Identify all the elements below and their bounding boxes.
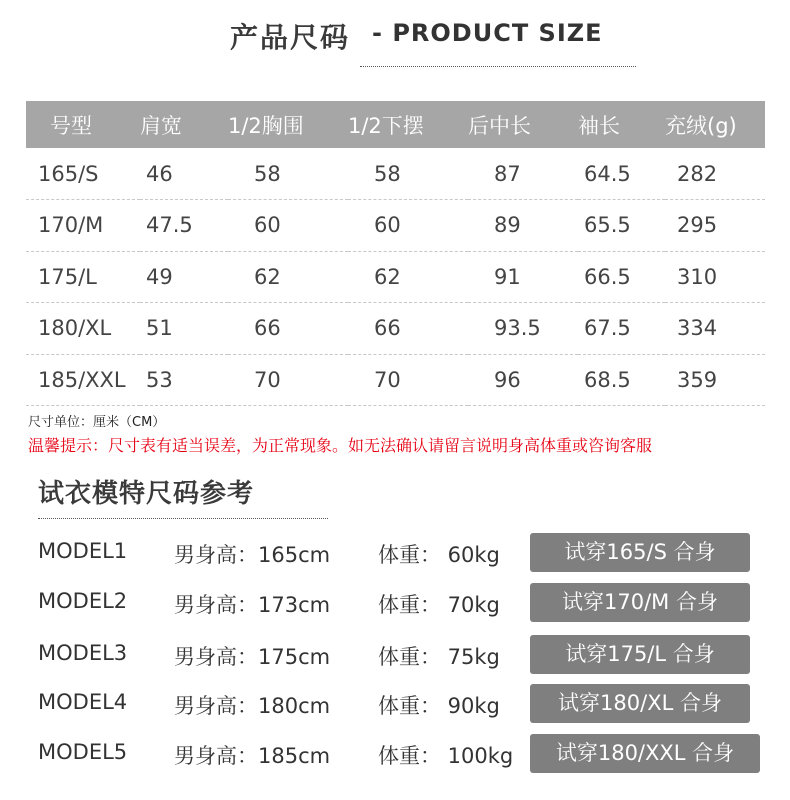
table-cell: 70: [348, 354, 468, 406]
table-cell: 89: [468, 200, 578, 252]
model-height: 男身高：165cm: [174, 543, 331, 567]
model-height: 男身高：173cm: [174, 593, 331, 617]
table-cell: 359: [665, 354, 765, 406]
model-row: [0, 635, 790, 675]
table-row: [26, 251, 765, 303]
model-height: 男身高：175cm: [174, 645, 331, 669]
table-cell: 60: [348, 200, 468, 252]
table-cell: 68.5: [578, 354, 665, 406]
column-header: 1/2胸围: [228, 101, 348, 148]
table-cell: 47.5: [140, 200, 228, 252]
model-section-title: 试衣模特尺码参考: [38, 479, 255, 509]
page-header: [0, 14, 790, 58]
table-cell: 310: [665, 251, 765, 303]
warning-note: 温馨提示：尺寸表有适当误差，为正常现象。如无法确认请留言说明身高体重或咨询客服: [28, 436, 653, 455]
model-weight: 体重： 90kg: [378, 694, 500, 718]
table-header-row: [26, 101, 765, 148]
model-height: 男身高：185cm: [174, 744, 331, 768]
model-weight: 体重： 75kg: [378, 645, 500, 669]
table-cell: 65.5: [578, 200, 665, 252]
table-cell: 282: [665, 148, 765, 200]
table-cell: 295: [665, 200, 765, 252]
table-cell: 170/M: [26, 200, 140, 252]
model-row: [0, 684, 790, 724]
model-name: MODEL2: [38, 589, 128, 613]
table-cell: 91: [468, 251, 578, 303]
table-cell: 53: [140, 354, 228, 406]
model-weight: 体重： 60kg: [378, 543, 500, 567]
table-cell: 49: [140, 251, 228, 303]
model-weight: 体重： 70kg: [378, 593, 500, 617]
model-row: [0, 533, 790, 573]
fit-badge: 试穿180/XXL 合身: [530, 734, 760, 773]
table-cell: 66.5: [578, 251, 665, 303]
table-cell: 64.5: [578, 148, 665, 200]
column-header: 后中长: [468, 101, 578, 148]
model-name: MODEL5: [38, 740, 128, 764]
unit-note: 尺寸单位：厘米（CM）: [28, 415, 166, 430]
title-divider: [360, 66, 636, 67]
fit-badge: 试穿165/S 合身: [530, 533, 750, 572]
model-weight: 体重： 100kg: [378, 744, 514, 768]
page-subtitle: - PRODUCT SIZE: [372, 19, 603, 47]
table-cell: 93.5: [468, 303, 578, 355]
model-name: MODEL4: [38, 690, 128, 714]
fit-badge: 试穿175/L 合身: [530, 635, 750, 674]
size-table: [26, 101, 765, 406]
model-row: [0, 734, 790, 774]
table-cell: 58: [348, 148, 468, 200]
table-cell: 67.5: [578, 303, 665, 355]
column-header: 袖长: [578, 101, 665, 148]
table-row: [26, 148, 765, 200]
table-cell: 175/L: [26, 251, 140, 303]
table-cell: 60: [228, 200, 348, 252]
model-height: 男身高：180cm: [174, 694, 331, 718]
column-header: 1/2下摆: [348, 101, 468, 148]
table-row: [26, 303, 765, 355]
table-cell: 62: [348, 251, 468, 303]
column-header: 肩宽: [140, 101, 228, 148]
table-cell: 96: [468, 354, 578, 406]
table-cell: 180/XL: [26, 303, 140, 355]
model-row: [0, 583, 790, 623]
table-cell: 165/S: [26, 148, 140, 200]
table-cell: 87: [468, 148, 578, 200]
table-cell: 62: [228, 251, 348, 303]
column-header: 号型: [26, 101, 140, 148]
fit-badge: 试穿170/M 合身: [530, 583, 750, 622]
table-row: [26, 354, 765, 406]
model-name: MODEL1: [38, 539, 128, 563]
table-cell: 334: [665, 303, 765, 355]
page-title: 产品尺码: [230, 21, 351, 54]
model-section-divider: [38, 518, 328, 519]
table-row: [26, 200, 765, 252]
model-name: MODEL3: [38, 641, 128, 665]
table-cell: 66: [348, 303, 468, 355]
table-cell: 51: [140, 303, 228, 355]
table-cell: 46: [140, 148, 228, 200]
table-cell: 70: [228, 354, 348, 406]
column-header: 充绒(g): [665, 101, 765, 148]
table-cell: 58: [228, 148, 348, 200]
fit-badge: 试穿180/XL 合身: [530, 684, 750, 723]
table-cell: 185/XXL: [26, 354, 140, 406]
table-cell: 66: [228, 303, 348, 355]
